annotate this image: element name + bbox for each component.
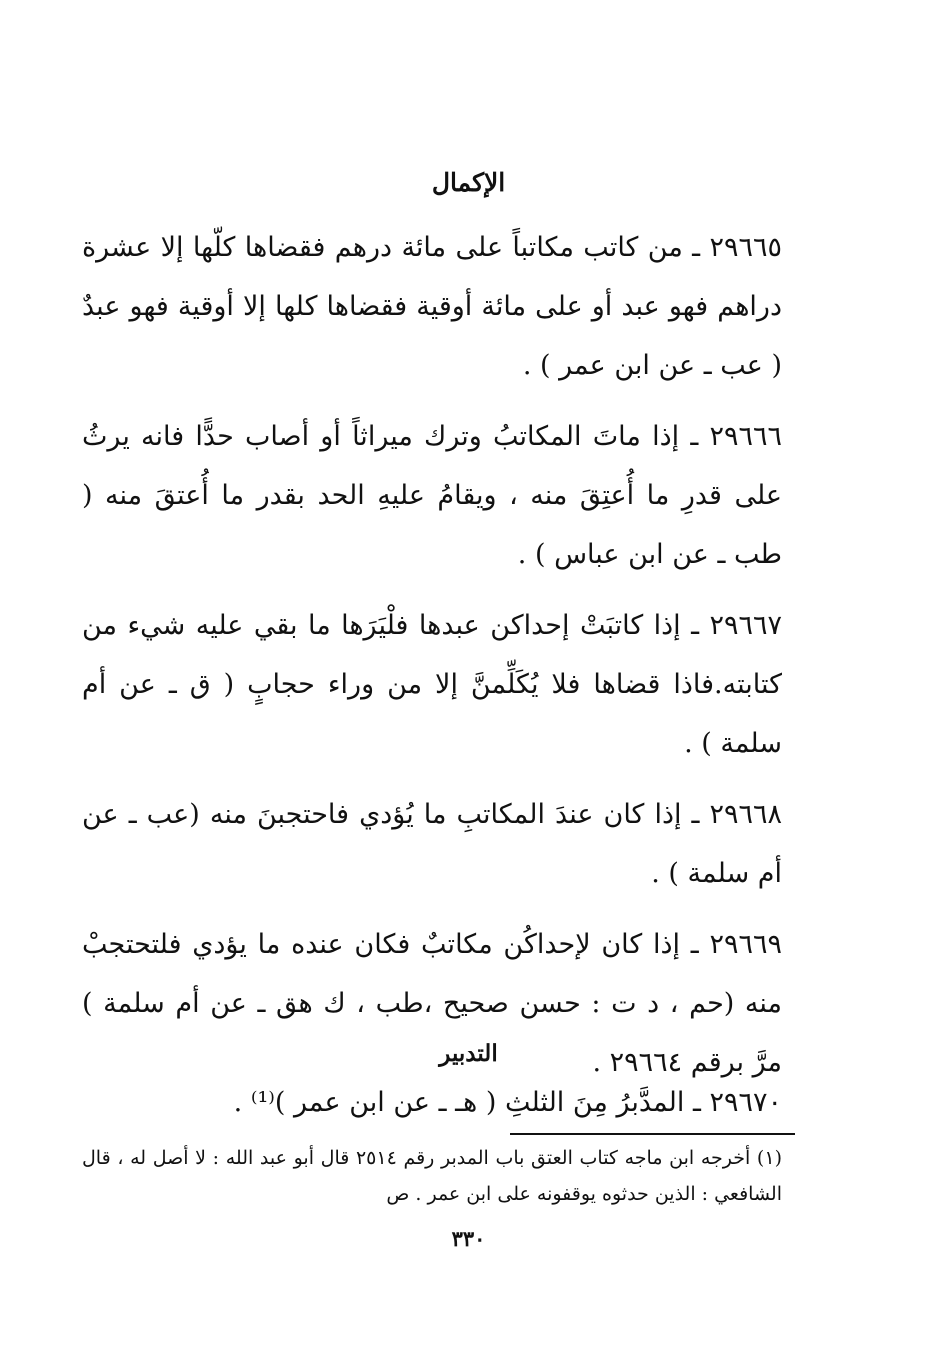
hadith-entry [82,596,782,773]
hadith-entry [82,407,782,584]
hadith-number: ٢٩٦٦٩ [709,929,782,960]
hadith-number: ٢٩٦٧٠ [709,1087,782,1118]
hadith-list [82,218,782,1104]
tadbir-hadith-entry [82,1078,782,1128]
footnote-divider [510,1133,795,1135]
hadith-text: ـ المدَّبرُ مِنَ الثلثِ ( هـ ـ عن ابن عمر )⁽¹⁾ . [233,1087,701,1118]
hadith-text: ـ إذا كاتبَتْ إحداكن عبدها فلْيَرَها ما بقي عليه شيء من كتابته.فاذا قضاها فلا يُكَلِّمنَّ إلا من وراء حجابٍ ( ق ـ عن أم سلمة ) . [82,610,782,759]
hadith-entry [82,218,782,395]
hadith-number: ٢٩٦٦٥ [709,232,782,263]
hadith-number: ٢٩٦٦٧ [709,610,782,641]
hadith-text: ـ من كاتب مكاتباً على مائة درهم فقضاها كلّها إلا عشرة دراهم فهو عبد أو على مائة أوقية فقضاها كلها إلا أوقية فهو عبدٌ ( عب ـ عن ابن عمر ) . [82,232,782,381]
running-head: الإكمال [431,168,506,197]
hadith-number: ٢٩٦٦٨ [709,799,782,830]
hadith-text: ـ إذا كان عندَ المكاتبِ ما يُؤدي فاحتجبنَ منه (عب ـ عن أم سلمة ) . [82,799,782,889]
hadith-entry [82,785,782,903]
page-number: ٣٣٠ [451,1226,486,1251]
section-title: التدبير [439,1040,498,1067]
hadith-text: ـ إذا ماتَ المكاتبُ وترك ميراثاً أو أصاب حدًّا فانه يرثُ على قدرِ ما أُعتِقَ منه ، ويقامُ عليهِ الحد بقدر ما أُعتقَ منه ( طب ـ عن ابن عباس ) . [82,421,782,570]
hadith-text: ـ إذا كان لإحداكُن مكاتبٌ فكان عنده ما يؤدي فلتحتجبْ منه (حم ، د ت : حسن صحيح ،طب ، ك هق ـ عن أم سلمة ) مرَّ برقم ٢٩٦٦٤ . [82,929,782,1078]
footnote: (١) أخرجه ابن ماجه كتاب العتق باب المدبر رقم ٢٥١٤ قال أبو عبد الله : لا أصل له ، قال الشافعي : الذين حدثوه يوقفونه على ابن عمر . ص [82,1147,782,1205]
hadith-number: ٢٩٦٦٦ [709,421,782,452]
